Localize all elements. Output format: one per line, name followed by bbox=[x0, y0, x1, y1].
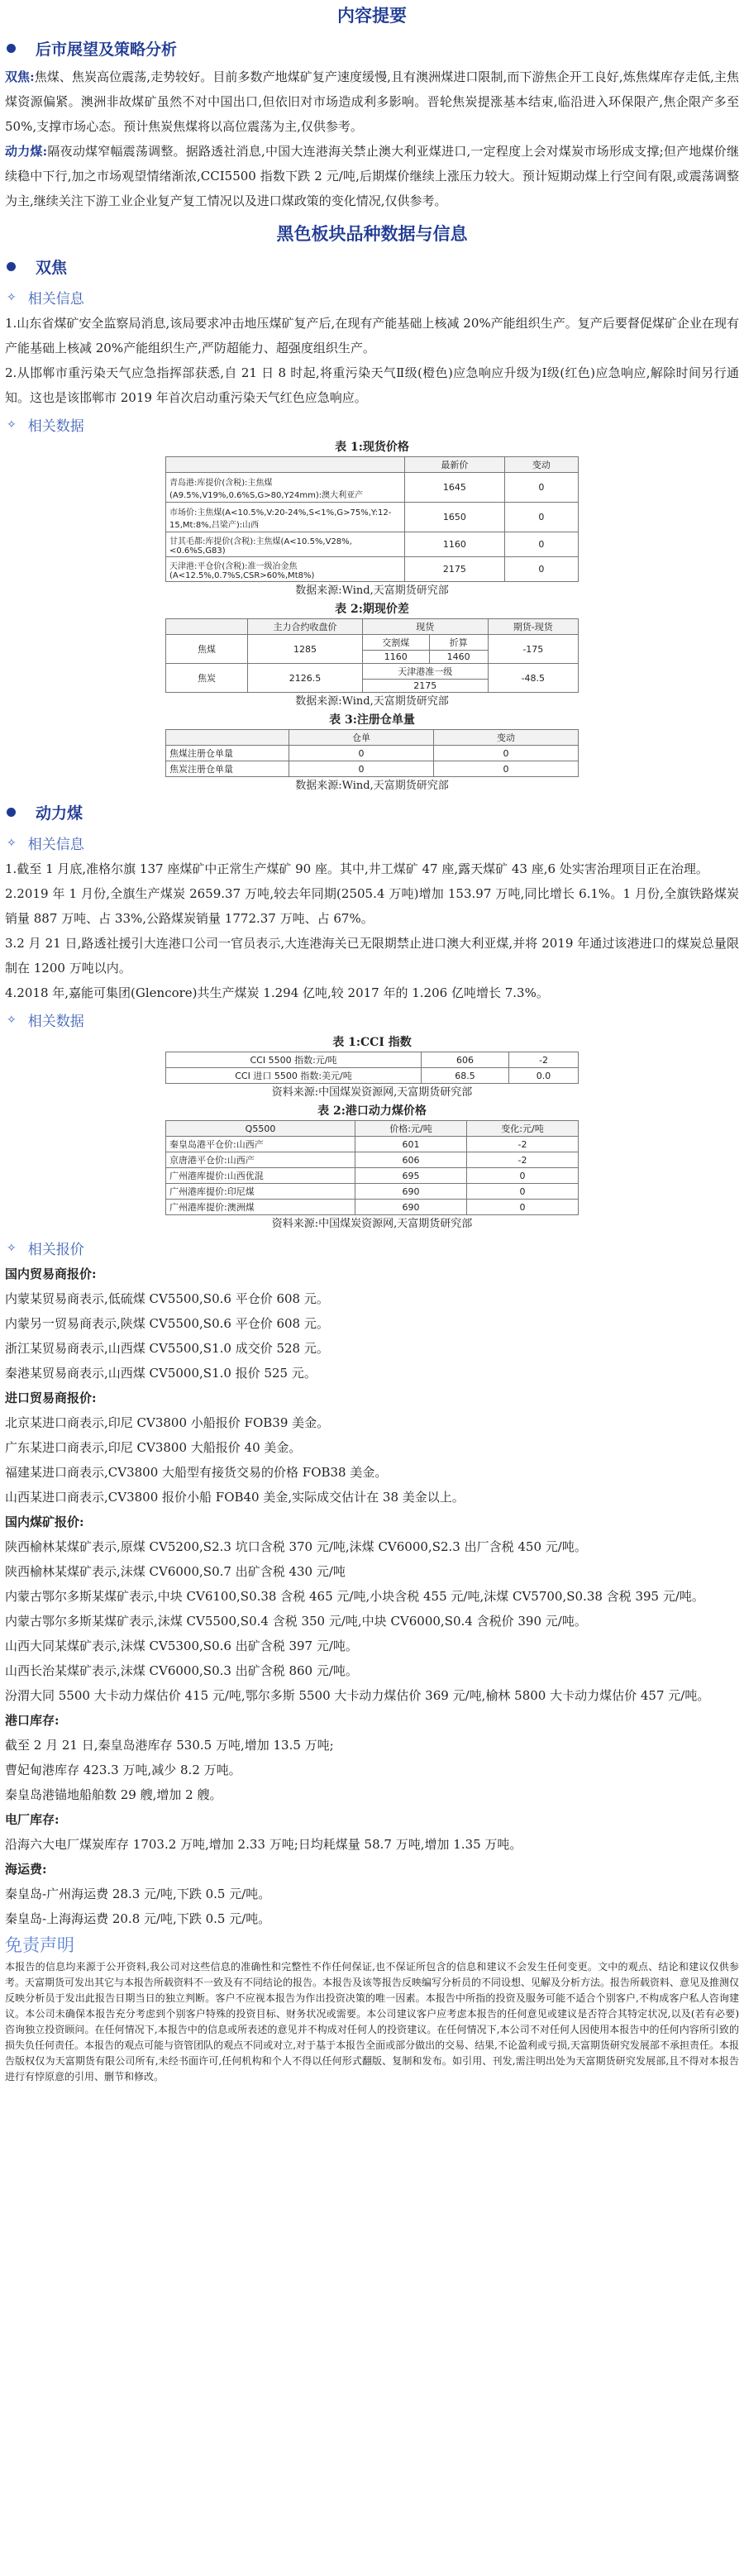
quote-line: 内蒙某贸易商表示,低硫煤 CV5500,S0.6 平仓价 608 元。 bbox=[5, 1291, 329, 1306]
table-header-cell: 现货 bbox=[363, 619, 489, 635]
table-row bbox=[166, 473, 579, 503]
table-cell: 690 bbox=[355, 1200, 467, 1215]
thermal-info-item: 4.2018 年,嘉能可集团(Glencore)共生产煤炭 1.294 亿吨,较 2017 年的 1.206 亿吨增长 7.3%。 bbox=[5, 985, 549, 1000]
table-cell: 1160 bbox=[363, 651, 430, 664]
coke-outlook-text: 焦煤、焦炭高位震荡,走势较好。目前多数产地煤矿复产速度缓慢,且有澳洲煤进口限制,而下游焦企开工良好,炼焦煤库存走低,主焦煤资源偏紧。澳洲非故煤矿虽然不对中国出口,但依旧对市场造成利多影响。晋轮焦炭提涨基本结束,临沿进入环保限产,焦企限产多至 50%,支撑市场心态。预计焦炭焦煤将以高位震荡为主,仅供参考。 bbox=[5, 69, 739, 134]
table-cell: 0 bbox=[467, 1200, 579, 1215]
bullet-dot-icon bbox=[7, 44, 16, 53]
table-cell: 0 bbox=[504, 473, 578, 503]
cci-table-source: 资料来源:中国煤炭资源网,天富期货研究部 bbox=[271, 1086, 473, 1099]
table-cell: 2126.5 bbox=[248, 664, 363, 693]
table-cell: -2 bbox=[509, 1052, 579, 1068]
thermal-quote-heading bbox=[0, 1233, 744, 1262]
table-cell: 68.5 bbox=[422, 1068, 509, 1084]
diamond-icon: ✧ bbox=[7, 835, 17, 849]
thermal-info-item: 1.截至 1 月底,准格尔旗 137 座煤矿中正常生产煤矿 90 座。其中,井工煤矿 47 座,露天煤矿 43 座,6 处实害治理项目正在治理。 bbox=[5, 861, 708, 876]
table-cell: 0 bbox=[289, 746, 434, 761]
table-cell: 606 bbox=[355, 1152, 467, 1168]
coke-info-item: 2.从邯郸市重污染天气应急指挥部获悉,自 21 日 8 时起,将重污染天气Ⅱ级(橙色)应急响应升级为Ⅰ级(红色)应急响应,解除时间另行通知。这也是该邯郸市 2019 年首次启动重污染天气红色应急响应。 bbox=[5, 365, 739, 405]
plant-inventory-title: 电厂库存: bbox=[5, 1812, 60, 1827]
table-cell: 焦炭 bbox=[166, 664, 248, 693]
inventory-line: 秦皇岛港锚地船舶数 29 艘,增加 2 艘。 bbox=[5, 1787, 222, 1802]
summary-heading bbox=[0, 31, 744, 64]
warehouse-receipt-table bbox=[165, 729, 579, 777]
coke-data-heading-label: 相关数据 bbox=[27, 417, 84, 434]
coke-outlook-lead: 双焦: bbox=[5, 69, 35, 84]
table-cell: 0 bbox=[434, 761, 579, 777]
table-cell: 天津港:平仓价(含税):准一级冶金焦(A<12.5%,0.7%S,CSR>60%,Mt8%) bbox=[166, 557, 405, 582]
inventory-line: 截至 2 月 21 日,秦皇岛港库存 530.5 万吨,增加 13.5 万吨; bbox=[5, 1738, 334, 1753]
table-cell: -2 bbox=[467, 1137, 579, 1152]
freight-title: 海运费: bbox=[5, 1862, 47, 1877]
table-row bbox=[166, 1068, 579, 1084]
thermal-info-heading bbox=[0, 828, 744, 856]
table-row bbox=[166, 1200, 579, 1215]
table-row bbox=[166, 557, 579, 582]
table-cell: 焦煤注册仓单量 bbox=[166, 746, 289, 761]
inventory-line: 沿海六大电厂煤炭库存 1703.2 万吨,增加 2.33 万吨;日均耗煤量 58.7 万吨,增加 1.35 万吨。 bbox=[5, 1837, 522, 1852]
table-cell: 秦皇岛港平仓价:山西产 bbox=[166, 1137, 355, 1152]
table-header-cell: Q5500 bbox=[166, 1121, 355, 1137]
port-price-table-caption: 表 2:港口动力煤价格 bbox=[317, 1104, 427, 1118]
coke-spot-price-table bbox=[165, 456, 579, 582]
coke-outlook-paragraph bbox=[0, 64, 744, 139]
table-cell: 折算 bbox=[429, 635, 488, 651]
table-row bbox=[166, 1184, 579, 1200]
coke-table3-caption: 表 3:注册仓单量 bbox=[329, 713, 415, 727]
quote-line: 内蒙另一贸易商表示,陕煤 CV5500,S0.6 平仓价 608 元。 bbox=[5, 1316, 329, 1331]
bullet-dot-icon bbox=[7, 262, 16, 271]
table-row bbox=[166, 1052, 579, 1068]
thermal-outlook-text: 隔夜动煤窄幅震荡调整。据路透社消息,中国大连港海关禁止澳大利亚煤进口,一定程度上会对煤炭市场形成支撑;但产地煤价继续稳中下行,加之市场观望情绪渐浓,CCI5500 指数下跌 2 元/吨,后期煤价继续上涨压力较大。预计短期动煤上行空间有限,或震荡调整为主,继续关注下游工业企业复产复工情况以及进口煤政策的变化情况,仅供参考。 bbox=[5, 144, 739, 208]
quote-line: 广东某进口商表示,印尼 CV3800 大船报价 40 美金。 bbox=[5, 1440, 302, 1455]
table-cell: 交割煤 bbox=[363, 635, 430, 651]
table-header-row bbox=[166, 619, 579, 635]
table-cell: 广州港库提价:印尼煤 bbox=[166, 1184, 355, 1200]
port-price-table bbox=[165, 1120, 579, 1215]
table-header-cell: 价格:元/吨 bbox=[355, 1121, 467, 1137]
basis-table bbox=[165, 618, 579, 693]
cci-index-table bbox=[165, 1052, 579, 1084]
coke-table2-source: 数据来源:Wind,天富期货研究部 bbox=[295, 695, 449, 708]
coke-data-heading bbox=[0, 410, 744, 438]
freight-line: 秦皇岛-广州海运费 28.3 元/吨,下跌 0.5 元/吨。 bbox=[5, 1887, 271, 1901]
table-cell: 天津港准一级 bbox=[363, 664, 489, 680]
table-row bbox=[166, 635, 579, 651]
table-header-cell: 期货-现货 bbox=[488, 619, 578, 635]
coke-info-heading bbox=[0, 283, 744, 311]
table-cell: 广州港库提价:澳洲煤 bbox=[166, 1200, 355, 1215]
table-cell: -175 bbox=[488, 635, 578, 664]
thermal-heading-label: 动力煤 bbox=[36, 804, 83, 823]
summary-heading-label: 后市展望及策略分析 bbox=[36, 41, 178, 59]
table-row bbox=[166, 761, 579, 777]
table-row bbox=[166, 664, 579, 680]
quote-line: 山西大同某煤矿表示,沫煤 CV5300,S0.6 出矿含税 397 元/吨。 bbox=[5, 1639, 358, 1653]
coke-table1-source: 数据来源:Wind,天富期货研究部 bbox=[295, 584, 449, 597]
table-cell: 广州港库提价:山西优混 bbox=[166, 1168, 355, 1184]
table-cell: 甘其毛都:库提价(含税):主焦煤(A<10.5%,V28%,<0.6%S,G83) bbox=[166, 532, 405, 557]
table-cell: CCI 进口 5500 指数:美元/吨 bbox=[166, 1068, 422, 1084]
freight-line: 秦皇岛-上海海运费 20.8 元/吨,下跌 0.5 元/吨。 bbox=[5, 1911, 271, 1926]
table-cell: 0 bbox=[504, 532, 578, 557]
table-cell: 606 bbox=[422, 1052, 509, 1068]
quote-line: 汾渭大同 5500 大卡动力煤估价 415 元/吨,鄂尔多斯 5500 大卡动力煤估价 369 元/吨,榆林 5800 大卡动力煤估价 457 元/吨。 bbox=[5, 1688, 710, 1703]
quote-line: 陕西榆林某煤矿表示,沫煤 CV6000,S0.7 出矿含税 430 元/吨 bbox=[5, 1564, 346, 1579]
diamond-icon: ✧ bbox=[7, 1240, 17, 1254]
cci-table-caption: 表 1:CCI 指数 bbox=[332, 1036, 412, 1049]
quote-line: 北京某进口商表示,印尼 CV3800 小船报价 FOB39 美金。 bbox=[5, 1415, 330, 1430]
table-cell: 0 bbox=[467, 1184, 579, 1200]
coke-table3-source: 数据来源:Wind,天富期货研究部 bbox=[295, 780, 449, 792]
table-cell: 2175 bbox=[363, 680, 489, 693]
quote-line: 浙江某贸易商表示,山西煤 CV5500,S1.0 成交价 528 元。 bbox=[5, 1341, 329, 1356]
page-title: 内容提要 bbox=[337, 5, 407, 26]
table-cell: 2175 bbox=[405, 557, 505, 582]
quote-line: 福建某进口商表示,CV3800 大船型有接货交易的价格 FOB38 美金。 bbox=[5, 1465, 388, 1480]
thermal-info-item: 2.2019 年 1 月份,全旗生产煤炭 2659.37 万吨,较去年同期(2505.4 万吨)增加 153.97 万吨,同比增长 6.1%。1 月份,全旗铁路煤炭销量 887 万吨、占 33%,公路煤炭销量 1772.37 万吨、占 67%。 bbox=[5, 886, 739, 926]
table-header-row bbox=[166, 457, 579, 473]
table-row bbox=[166, 1168, 579, 1184]
table-cell: 1160 bbox=[405, 532, 505, 557]
table-header-cell: 变动 bbox=[504, 457, 578, 473]
quote-line: 陕西榆林某煤矿表示,原煤 CV5200,S2.3 坑口含税 370 元/吨,沫煤 CV6000,S2.3 出厂含税 450 元/吨。 bbox=[5, 1539, 587, 1554]
table-cell: -48.5 bbox=[488, 664, 578, 693]
diamond-icon: ✧ bbox=[7, 289, 17, 303]
table-row bbox=[166, 532, 579, 557]
coke-info-heading-label: 相关信息 bbox=[27, 290, 84, 307]
table-cell: 1460 bbox=[429, 651, 488, 664]
table-row bbox=[166, 503, 579, 532]
table-cell: CCI 5500 指数:元/吨 bbox=[166, 1052, 422, 1068]
table-row bbox=[166, 746, 579, 761]
quote-line: 内蒙古鄂尔多斯某煤矿表示,中块 CV6100,S0.38 含税 465 元/吨,小块含税 455 元/吨,沫煤 CV5700,S0.38 含税 395 元/吨。 bbox=[5, 1589, 704, 1604]
table-cell: 1645 bbox=[405, 473, 505, 503]
table-header-cell: 仓单 bbox=[289, 730, 434, 746]
coke-table1-caption: 表 1:现货价格 bbox=[335, 441, 409, 454]
table-cell: 焦炭注册仓单量 bbox=[166, 761, 289, 777]
table-row bbox=[166, 1152, 579, 1168]
import-quote-title: 进口贸易商报价: bbox=[5, 1391, 97, 1405]
table-cell: 0.0 bbox=[509, 1068, 579, 1084]
section-title: 黑色板块品种数据与信息 bbox=[276, 223, 468, 244]
table-header-cell bbox=[166, 457, 405, 473]
table-cell: 青岛港:库提价(含税):主焦煤(A9.5%,V19%,0.6%S,G>80,Y24mm):澳大利亚产 bbox=[166, 473, 405, 503]
table-header-cell: 变动 bbox=[434, 730, 579, 746]
thermal-outlook-paragraph bbox=[0, 139, 744, 213]
bullet-dot-icon bbox=[7, 808, 16, 817]
thermal-info-item: 3.2 月 21 日,路透社援引大连港口公司一官员表示,大连港海关已无限期禁止进口澳大利亚煤,并将 2019 年通过该港进口的煤炭总量限制在 1200 万吨以内。 bbox=[5, 936, 739, 976]
table-cell: 0 bbox=[434, 746, 579, 761]
quote-line: 山西长治某煤矿表示,沫煤 CV6000,S0.3 出矿含税 860 元/吨。 bbox=[5, 1663, 358, 1678]
thermal-data-heading bbox=[0, 1005, 744, 1033]
table-cell: 市场价:主焦煤(A<10.5%,V:20-24%,S<1%,G>75%,Y:12-15,Mt:8%,吕梁产):山西 bbox=[166, 503, 405, 532]
quote-line: 内蒙古鄂尔多斯某煤矿表示,沫煤 CV5500,S0.4 含税 350 元/吨,中块 CV6000,S0.4 含税价 390 元/吨。 bbox=[5, 1614, 587, 1629]
thermal-data-heading-label: 相关数据 bbox=[27, 1013, 84, 1029]
thermal-heading bbox=[0, 795, 744, 828]
table-header-cell bbox=[166, 619, 248, 635]
table-row bbox=[166, 1137, 579, 1152]
quote-line: 秦港某贸易商表示,山西煤 CV5000,S1.0 报价 525 元。 bbox=[5, 1366, 317, 1381]
table-header-cell bbox=[166, 730, 289, 746]
table-cell: 焦煤 bbox=[166, 635, 248, 664]
inventory-line: 曹妃甸港库存 423.3 万吨,减少 8.2 万吨。 bbox=[5, 1763, 241, 1777]
thermal-outlook-lead: 动力煤: bbox=[5, 144, 48, 159]
table-header-row bbox=[166, 730, 579, 746]
table-cell: 0 bbox=[289, 761, 434, 777]
mine-quote-title: 国内煤矿报价: bbox=[5, 1515, 84, 1529]
table-cell: 0 bbox=[504, 503, 578, 532]
diamond-icon: ✧ bbox=[7, 1012, 17, 1026]
domestic-quote-title: 国内贸易商报价: bbox=[5, 1267, 97, 1281]
diamond-icon: ✧ bbox=[7, 417, 17, 431]
table-header-row bbox=[166, 1121, 579, 1137]
coke-heading bbox=[0, 250, 744, 283]
coke-table2-caption: 表 2:期现价差 bbox=[335, 603, 409, 616]
port-inventory-title: 港口库存: bbox=[5, 1713, 60, 1728]
thermal-info-heading-label: 相关信息 bbox=[27, 836, 84, 852]
disclaimer-title: 免责声明 bbox=[5, 1935, 74, 1955]
coke-info-item: 1.山东省煤矿安全监察局消息,该局要求冲击地压煤矿复产后,在现有产能基础上核减 20%产能组织生产。复产后要督促煤矿企业在现有产能基础上核减 20%产能组织生产,严防超能力、超强度组织生产。 bbox=[5, 316, 739, 355]
table-cell: 京唐港平仓价:山西产 bbox=[166, 1152, 355, 1168]
table-cell: -2 bbox=[467, 1152, 579, 1168]
coke-heading-label: 双焦 bbox=[36, 259, 68, 277]
table-header-cell: 变化:元/吨 bbox=[467, 1121, 579, 1137]
table-cell: 0 bbox=[504, 557, 578, 582]
disclaimer-text: 本报告的信息均来源于公开资料,我公司对这些信息的准确性和完整性不作任何保证,也不保证所包含的信息和建议不会发生任何变更。文中的观点、结论和建议仅供参考。天富期货可发出其它与本报告所载资料不一致及有不同结论的报告。本报告及该等报告反映编写分析员的不同设想、见解及分析方法。报告所载资料、意见及推测仅反映分析员于发出此报告日期当日的独立判断。客户不应视本报告为作出投资决策的唯一因素。本报告中所指的投资及服务可能不适合个别客户,不构成客户私人咨询建议。本公司未确保本报告充分考虑到个别客户特殊的投资目标、财务状况或需要。本公司建议客户应考虑本报告的任何意见或建议是否符合其特定状况,以及(若有必要)咨询独立投资顾问。在任何情况下,本报告中的信息或所表述的意见并不构成对任何人的投资建议。在任何情况下,本公司不对任何人因使用本报告中的任何内容所引致的损失负任何责任。本报告的观点可能与资管团队的观点不同或对立,对于基于本报告全面或部分做出的交易、结果,不论盈利或亏损,天富期货研究发展部不承担责任。本报告版权仅为天富期货有限公司所有,未经书面许可,任何机构和个人不得以任何形式翻版、复制和发布。如引用、刊发,需注明出处为天富期货研究发展部,且不得对本报告进行有悖原意的引用、删节和修改。 bbox=[5, 1961, 740, 2082]
table-cell: 1650 bbox=[405, 503, 505, 532]
table-header-cell: 最新价 bbox=[405, 457, 505, 473]
quote-line: 山西某进口商表示,CV3800 报价小船 FOB40 美金,实际成交估计在 38 美金以上。 bbox=[5, 1490, 465, 1505]
table-header-cell: 主力合约收盘价 bbox=[248, 619, 363, 635]
port-price-table-source: 资料来源:中国煤炭资源网,天富期货研究部 bbox=[271, 1218, 473, 1230]
table-cell: 695 bbox=[355, 1168, 467, 1184]
table-cell: 1285 bbox=[248, 635, 363, 664]
table-cell: 601 bbox=[355, 1137, 467, 1152]
table-cell: 690 bbox=[355, 1184, 467, 1200]
thermal-quote-heading-label: 相关报价 bbox=[27, 1241, 84, 1257]
table-cell: 0 bbox=[467, 1168, 579, 1184]
